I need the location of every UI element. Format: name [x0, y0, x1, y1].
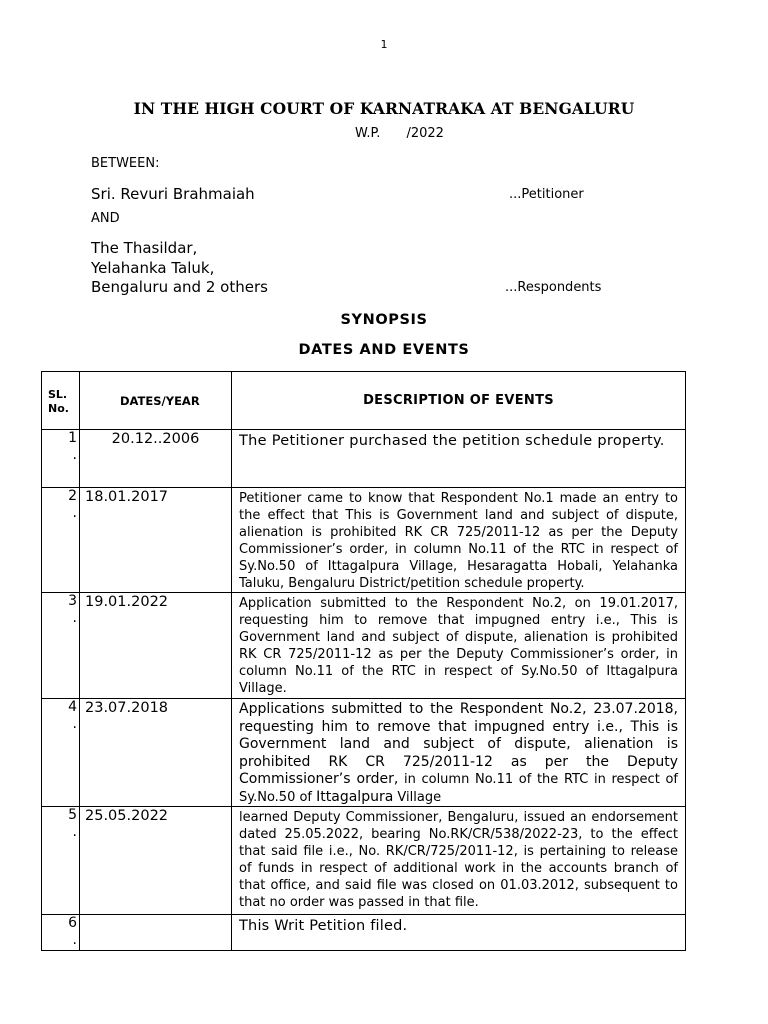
respondent-line: Yelahanka Taluk, — [91, 259, 215, 277]
table-header-row — [42, 372, 686, 430]
row-date: 20.12..2006 — [80, 430, 232, 488]
header-sl: SL. No. — [42, 372, 80, 430]
row-date — [80, 915, 232, 951]
row-date: 19.01.2022 — [80, 593, 232, 699]
case-prefix: W.P. — [355, 126, 381, 141]
row-sl: 5 . — [42, 807, 80, 915]
row-sl: 1 . — [42, 430, 80, 488]
petitioner-name: Sri. Revuri Brahmaiah — [91, 185, 255, 203]
dates-events-heading: DATES AND EVENTS — [298, 342, 470, 358]
row-sl: 6 . — [42, 915, 80, 951]
case-reference — [355, 126, 444, 141]
dates-events-table — [41, 371, 686, 951]
page-number: 1 — [380, 38, 388, 51]
table-row — [42, 699, 686, 807]
description-tail: in column No.11 of the RTC in respect of Sy.No.50 of — [239, 772, 678, 805]
table-row — [42, 430, 686, 488]
between-label: BETWEEN: — [91, 156, 160, 171]
description-village: Ittagalpura — [316, 788, 394, 805]
row-sl: 3 . — [42, 593, 80, 699]
description-main: Applications submitted to the Respondent No.2, 23.07.2018, requesting him to remove that impugned entry i.e., This is Government land and subject of dispute, alienation is prohibited RK CR 725/2011-12 as per the Deputy Commissioner’s order, — [239, 701, 678, 787]
row-date: 18.01.2017 — [80, 488, 232, 593]
row-sl: 2 . — [42, 488, 80, 593]
petitioner-role: ...Petitioner — [509, 187, 584, 202]
row-description: Petitioner came to know that Respondent No.1 made an entry to the effect that This is Government land and subject of dispute, alienation is prohibited RK CR 725/2011-12 as per the Deputy Commissioner’s order, in column No.11 of the RTC in respect of Sy.No.50 of Ittagalpura Village, Hesaragatta Hobali, Yelahanka Taluku, Bengaluru District/petition schedule property. — [232, 488, 686, 593]
synopsis-heading: SYNOPSIS — [340, 312, 428, 328]
table-row — [42, 915, 686, 951]
table-row — [42, 488, 686, 593]
description-end: Village — [393, 789, 442, 805]
header-date: DATES/YEAR — [80, 372, 232, 430]
row-date: 25.05.2022 — [80, 807, 232, 915]
row-sl: 4 . — [42, 699, 80, 807]
table-row — [42, 593, 686, 699]
row-date: 23.07.2018 — [80, 699, 232, 807]
row-description: learned Deputy Commissioner, Bengaluru, issued an endorsement dated 25.05.2022, bearing No.RK/CR/538/2022-23, to the effect that said file i.e., No. RK/CR/725/2011-12, is pertaining to release of funds in respect of additional work in the accounts branch of that office, and said file was closed on 01.03.2012, subsequent to that no order was passed in that file. — [232, 807, 686, 915]
header-description: DESCRIPTION OF EVENTS — [232, 372, 686, 430]
row-description: The Petitioner purchased the petition schedule property. — [232, 430, 686, 488]
respondent-line: The Thasildar, — [91, 239, 198, 257]
and-label: AND — [91, 211, 120, 226]
row-description — [232, 699, 686, 807]
row-description: Application submitted to the Respondent No.2, on 19.01.2017, requesting him to remove that impugned entry i.e., This is Government land and subject of dispute, alienation is prohibited RK CR 725/2011-12 as per the Deputy Commissioner’s order, in column No.11 of the RTC in respect of Sy.No.50 of Ittagalpura Village. — [232, 593, 686, 699]
court-title: IN THE HIGH COURT OF KARNATRAKA AT BENGALURU — [133, 99, 635, 118]
respondent-line: Bengaluru and 2 others — [91, 278, 268, 296]
case-year: /2022 — [406, 126, 444, 141]
table-row — [42, 807, 686, 915]
respondents-role: ...Respondents — [505, 280, 602, 295]
row-description: This Writ Petition filed. — [232, 915, 686, 951]
